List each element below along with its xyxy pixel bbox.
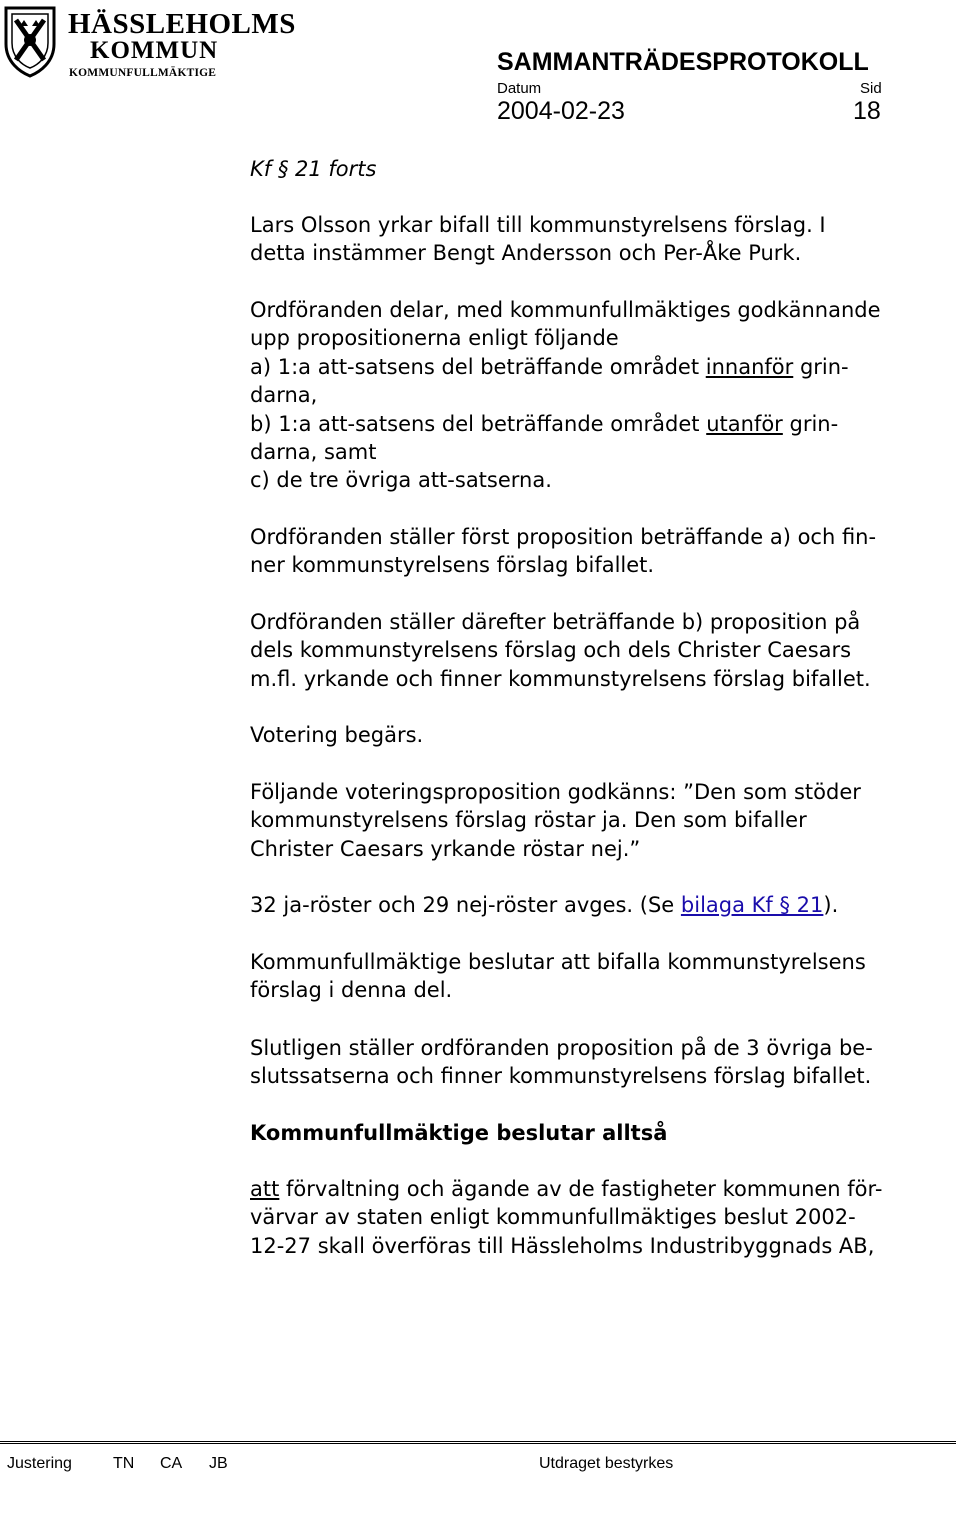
paragraph-vote-requested: Votering begärs. (250, 723, 424, 747)
decision-heading: Kommunfullmäktige beslutar alltså (250, 1121, 668, 1145)
document-title: SAMMANTRÄDESPROTOKOLL (497, 48, 869, 76)
att-keyword: att (250, 1177, 280, 1201)
municipality-logo (2, 4, 296, 80)
footer-divider (0, 1441, 956, 1444)
paragraph-vote-result: 32 ja-röster och 29 nej-röster avges. (Se bilaga Kf § 21). (250, 893, 839, 917)
proposition-b: b) 1:a att-satsens del beträffande området utanför grin- (250, 411, 839, 436)
text-line: detta instämmer Bengt Andersson och Per-Åke Purk. (250, 241, 802, 266)
text-line: darna, (250, 383, 318, 408)
text-line: m.fl. yrkande och finner kommunstyrelsens förslag bifallet. (250, 666, 871, 691)
initials-ca: CA (160, 1455, 183, 1472)
text-line: värvar av staten enligt kommunfullmäktiges beslut 2002- (250, 1205, 856, 1230)
text-line: Kommunfullmäktige beslutar att bifalla kommunstyrelsens (250, 950, 866, 974)
date-label: Datum (497, 80, 542, 97)
paragraph-voting-proposition (250, 778, 861, 863)
text-line: 12-27 skall överföras till Hässleholms Industribyggnads AB, (250, 1233, 875, 1258)
proposition-c: c) de tre övriga att-satserna. (250, 468, 552, 493)
coat-of-arms-icon (2, 4, 58, 78)
paragraph-second-proposition (250, 608, 871, 693)
text-line: Ordföranden ställer först proposition beträffande a) och fin- (250, 525, 877, 549)
text-line: att förvaltning och ägande av de fastigheter kommunen för- (250, 1177, 883, 1201)
date-value: 2004-02-23 (497, 97, 625, 125)
paragraph-decision-partial (250, 948, 866, 1005)
text-line: Följande voteringsproposition godkänns: ”Den som stöder (250, 780, 861, 804)
text-line: ner kommunstyrelsens förslag bifallet. (250, 553, 655, 578)
logo-text-kommunfullmaktige: KOMMUNFULLMÄKTIGE (69, 67, 217, 79)
paragraph-first-proposition (250, 523, 876, 580)
justering-label: Justering (7, 1455, 72, 1472)
page-label: Sid (860, 80, 882, 97)
page-number: 18 (853, 97, 881, 125)
paragraph-decision (250, 1175, 882, 1260)
paragraph-final-proposition (250, 1034, 873, 1091)
text-line: Christer Caesars yrkande röstar nej.” (250, 836, 641, 861)
text-line: Lars Olsson yrkar bifall till kommunstyrelsens förslag. I (250, 213, 826, 237)
initials-jb: JB (209, 1455, 228, 1472)
text-line: Ordföranden delar, med kommunfullmäktiges godkännande (250, 298, 881, 322)
appendix-link[interactable]: bilaga Kf § 21 (680, 893, 824, 917)
underlined-word: utanför (706, 411, 783, 436)
text-line: upp propositionerna enligt följande (250, 326, 619, 351)
text-line: Ordföranden ställer därefter beträffande b) proposition på (250, 610, 861, 634)
certified-label: Utdraget bestyrkes (539, 1455, 674, 1472)
section-heading: Kf § 21 forts (250, 157, 377, 181)
logo-text-kommun: KOMMUN (90, 37, 219, 64)
text-line: Slutligen ställer ordföranden proposition på de 3 övriga be- (250, 1036, 873, 1060)
paragraph-propositions (250, 296, 881, 495)
paragraph-motion (250, 211, 826, 268)
text-line: förslag i denna del. (250, 978, 453, 1003)
initials-tn: TN (113, 1455, 135, 1472)
text-line: dels kommunstyrelsens förslag och dels Christer Caesars (250, 638, 852, 663)
text-line: slutssatserna och finner kommunstyrelsens förslag bifallet. (250, 1064, 872, 1089)
underlined-word: innanför (705, 354, 794, 379)
logo-text-hassleholms: HÄSSLEHOLMS (68, 8, 296, 40)
proposition-a: a) 1:a att-satsens del beträffande området innanför grin- (250, 354, 849, 379)
text-line: kommunstyrelsens förslag röstar ja. Den som bifaller (250, 808, 807, 833)
text-line: darna, samt (250, 440, 377, 465)
